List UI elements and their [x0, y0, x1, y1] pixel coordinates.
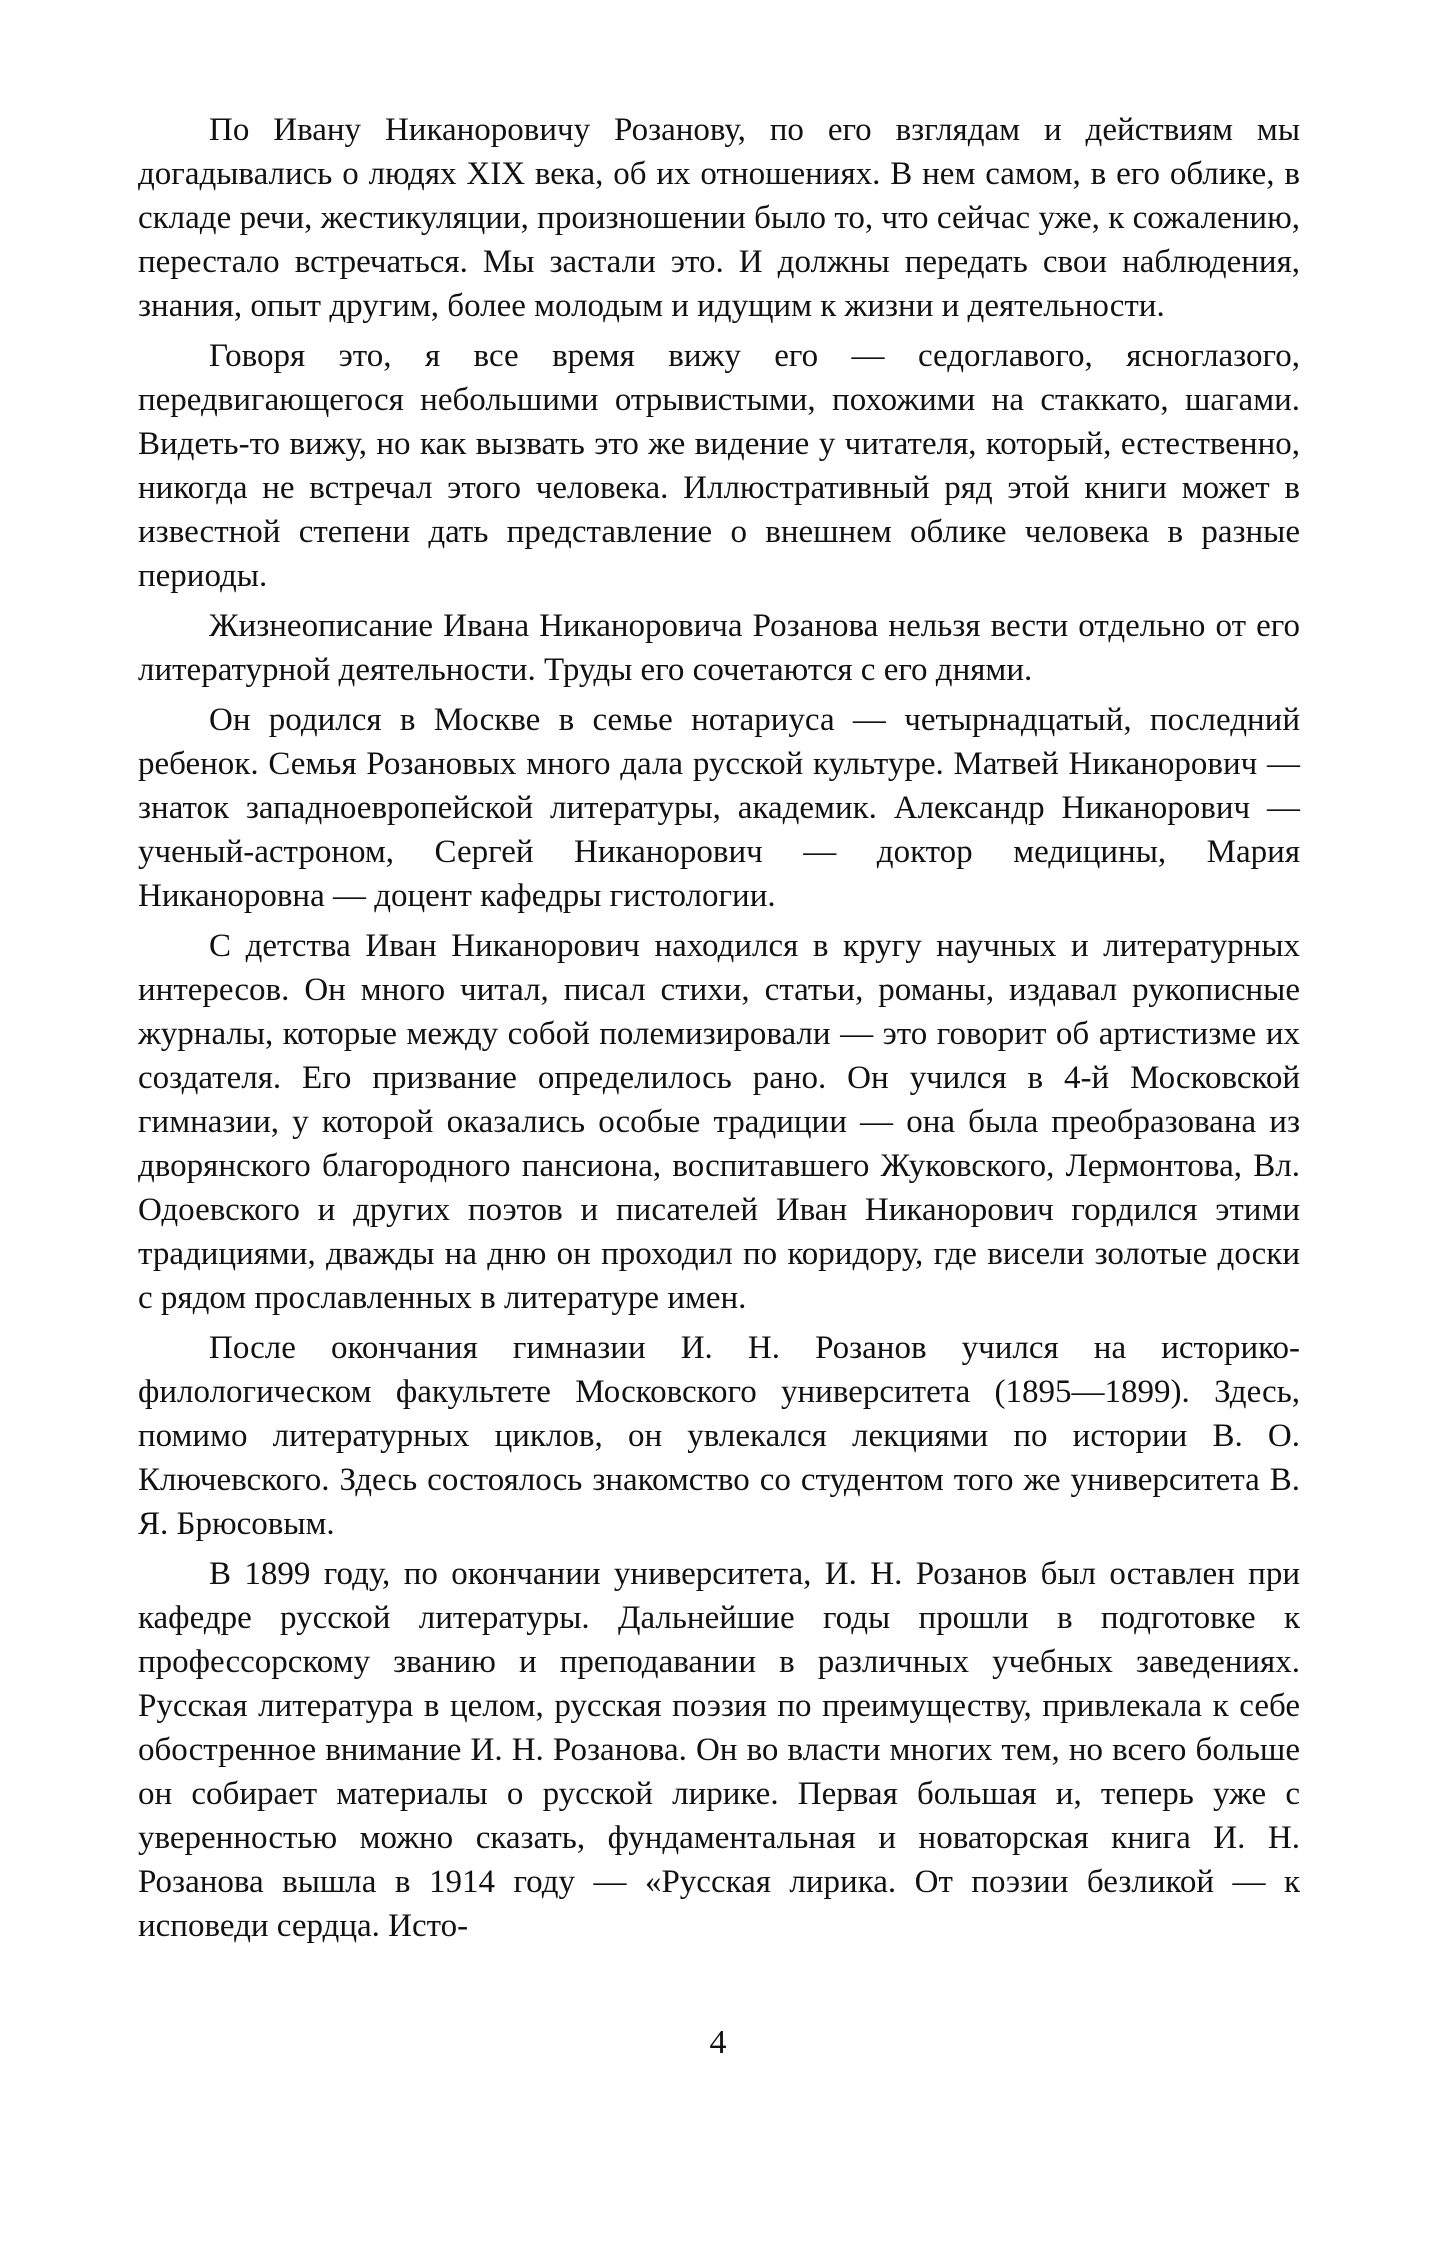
- paragraph-6: После окончания гимназии И. Н. Розанов учился на историко-филологическом факультете Московского университета (1895—1899). Здесь, помимо литературных циклов, он увлекался лекциями по истории В. О. Ключевского. Здесь состоялось знакомство со студентом того же университета В. Я. Брюсовым.: [138, 1330, 1300, 1542]
- paragraph-3: Жизнеописание Ивана Никаноровича Розанова нельзя вести отдельно от его литературной деятельности. Труды его сочетаются с его днями.: [138, 608, 1300, 688]
- paragraph-5: С детства Иван Никанорович находился в кругу научных и литературных интересов. Он много читал, писал стихи, статьи, романы, издавал рукописные журналы, которые между собой полемизировали — это говорит об артистизме их создателя. Его призвание определилось рано. Он учился в 4-й Московской гимназии, у которой оказались особые традиции — она была преобразована из дворянского благородного пансиона, воспитавшего Жуковского, Лермонтова, Вл. Одоевского и других поэтов и писателей Иван Никанорович гордился этими традициями, дважды на дню он проходил по коридору, где висели золотые доски с рядом прославленных в литературе имен.: [138, 928, 1300, 1316]
- page-body: [138, 108, 1300, 1954]
- paragraph-1: По Ивану Никаноровичу Розанову, по его взглядам и действиям мы догадывались о людях XIX века, об их отношениях. В нем самом, в его облике, в складе речи, жестикуляции, произношении было то, что сейчас уже, к сожалению, перестало встречаться. Мы застали это. И должны передать свои наблюдения, знания, опыт другим, более молодым и идущим к жизни и деятельности.: [138, 112, 1300, 324]
- paragraph-4: Он родился в Москве в семье нотариуса — четырнадцатый, последний ребенок. Семья Розановых много дала русской культуре. Матвей Никанорович — знаток западноевропейской литературы, академик. Александр Никанорович — ученый-астроном, Сергей Никанорович — доктор медицины, Мария Никаноровна — доцент кафедры гистологии.: [138, 702, 1300, 914]
- paragraph-2: Говоря это, я все время вижу его — седоглавого, ясноглазого, передвигающегося небольшими отрывистыми, похожими на стаккато, шагами. Видеть-то вижу, но как вызвать это же видение у читателя, который, естественно, никогда не встречал этого человека. Иллюстративный ряд этой книги может в известной степени дать представление о внешнем облике человека в разные периоды.: [138, 338, 1300, 594]
- page-number: 4: [709, 2024, 727, 2061]
- paragraph-7: В 1899 году, по окончании университета, И. Н. Розанов был оставлен при кафедре русской литературы. Дальнейшие годы прошли в подготовке к профессорскому званию и преподавании в различных учебных заведениях. Русская литература в целом, русская поэзия по преимуществу, привлекала к себе обостренное внимание И. Н. Розанова. Он во власти многих тем, но всего больше он собирает материалы о русской лирике. Первая большая и, теперь уже с уверенностью можно сказать, фундаментальная и новаторская книга И. Н. Розанова вышла в 1914 году — «Русская лирика. От поэзии безликой — к исповеди сердца. Исто-: [138, 1556, 1300, 1944]
